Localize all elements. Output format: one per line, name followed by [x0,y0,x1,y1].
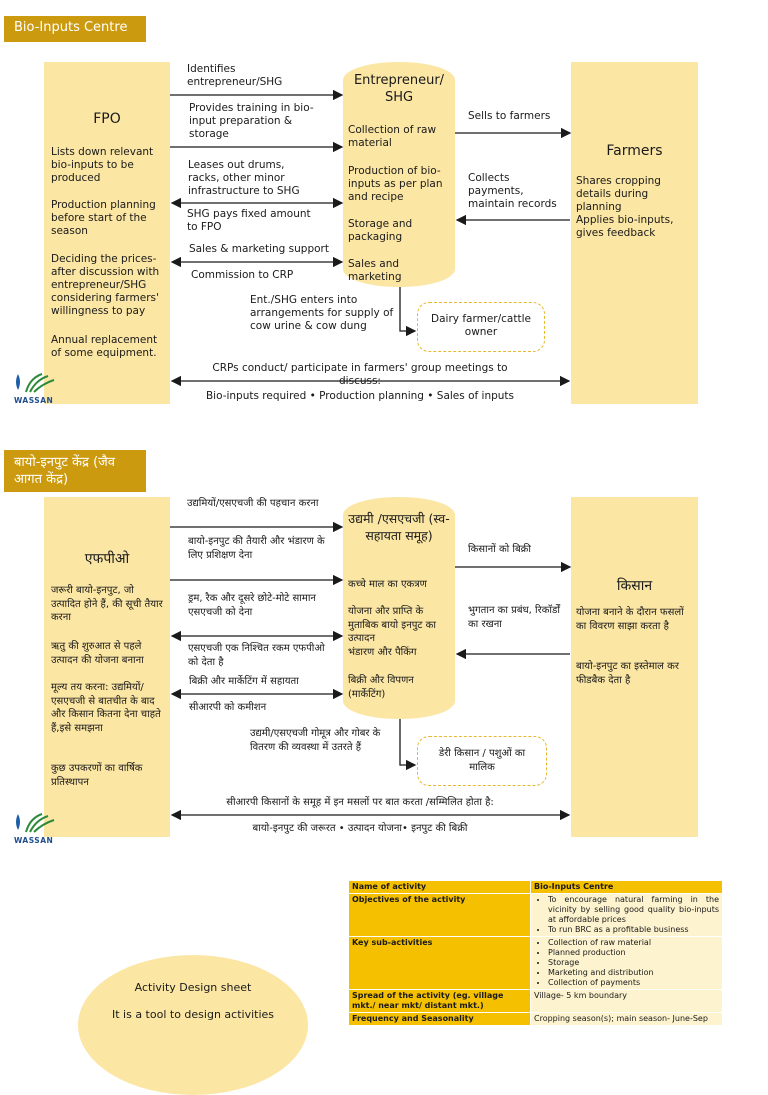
shg-item: Sales and marketing [348,258,402,283]
arrow-label-dairy: Ent./SHG enters into arrangements for supply of cow urine & cow dung [250,294,394,332]
oval-title: Activity Design sheet [134,981,252,994]
section-header-hi: बायो-इनपुट केंद्र (जैव आगत केंद्र) [4,450,146,492]
fpo-item: Lists down relevant bio-inputs to be produced [51,146,154,184]
farmers-title: Farmers [606,143,663,159]
list-item: • Marketing and distribution [548,968,719,978]
fpo-item: Deciding the prices- after discussion with entrepreneur/SHG considering farmers' willingness to pay [51,253,160,317]
crp-line: CRPs conduct/ participate in farmers' group meetings to discuss: [212,362,508,387]
arrow-label-commission: Commission to CRP [191,269,294,281]
fpo-item-hi: मूल्य तय करना: उद्यमियों/एसएचजी से बातचीत के बाद और किसान कितना देना चाहते हैं,इसे समझना [51,682,161,734]
arrow-label-collects-hi: भुगतान का प्रबंध, रिकॉर्डों का रखना [468,605,560,630]
arrow-label-commission-hi: सीआरपी को कमीशन [189,702,267,713]
arrow-label-collects: Collects payments, maintain records [468,172,557,210]
list-item: • Planned production [548,948,719,958]
arrow-label-sells: Sells to farmers [468,110,551,122]
shg-item-hi: योजना और प्राप्ति के मुताबिक बायो इनपुट का उत्पादन [348,606,436,644]
fpo-item: Production planning before start of the season [51,199,156,237]
table-cell: Village- 5 km boundary [531,990,723,1013]
arrow-label-sales-support-hi: बिक्री और मार्केटिंग में सहायता [189,676,299,687]
list-item: • To run BRC as a profitable business [548,925,719,935]
activity-design-oval [78,955,308,1095]
table-cell [531,937,723,990]
logo-text: WASSAN [14,396,54,405]
shg-item: Collection of raw material [348,124,437,149]
crp-topics: Bio-inputs required • Production planning • Sales of inputs [205,390,515,402]
table-cell: Frequency and Seasonality [349,1013,531,1026]
table-cell: Name of activity [349,881,531,894]
farmers-item-hi: योजना बनाने के दौरान फसलों का विवरण साझा करता है [576,607,684,632]
table-cell: Spread of the activity (eg. village mkt./ near mkt/ distant mkt.) [349,990,531,1013]
shg-title: Entrepreneur/ SHG [353,73,445,105]
arrow-label-identifies: Identifies entrepreneur/SHG [187,63,283,88]
shg-title-hi: उद्यमी /एसएचजी (स्व-सहायता समूह) [348,511,450,543]
fpo-item-hi: जरूरी बायो-इनपुट, जो उत्पादित होने हैं, की सूची तैयार करना [51,585,163,623]
crp-topics-hi: बायो-इनपुट की जरूरत • उत्पादन योजना• इनपुट की बिक्री [252,823,468,834]
table-row [349,990,723,1013]
table-cell: Key sub-activities [349,937,531,990]
dairy-farmer-box: Dairy farmer/cattle owner [417,302,545,352]
arrow-label-pays: SHG pays fixed amount to FPO [187,208,311,233]
arrow-label-leases-hi: ड्रम, रैक और दूसरे छोटे-मोटे सामान एसएचजी को देना [188,593,316,618]
farmers-item: Applies bio-inputs, gives feedback [576,214,674,239]
arrow-label-training: Provides training in bio-input preparation & storage [189,102,314,140]
table-row [349,894,723,937]
oval-text: It is a tool to design activities [111,1008,275,1021]
fpo-title: FPO [93,111,121,127]
shg-item: Production of bio-inputs as per plan and recipe [348,165,443,203]
table-row [349,937,723,990]
shg-item-hi: कच्चे माल का एकत्रण [348,579,427,590]
farmers-item-hi: बायो-इनपुट का इस्तेमाल कर फीडबैक देता है [576,661,679,686]
arrow-label-sales-support: Sales & marketing support [189,243,329,255]
shg-item-hi: बिक्री और विपणन (मार्केटिंग) [348,675,414,700]
fpo-item-hi: कुछ उपकरणों का वार्षिक प्रतिस्थापन [51,763,143,788]
farmers-item: Shares cropping details during planning [576,175,661,213]
list-item: • To encourage natural farming in the vicinity by selling good quality bio-inputs at affordable prices [548,895,719,925]
table-cell: Cropping season(s); main season- June-Sep [531,1013,723,1026]
table-cell: Objectives of the activity [349,894,531,937]
fpo-item: Annual replacement of some equipment. [51,334,158,359]
section-header-en: Bio-Inputs Centre [4,16,146,42]
farmers-title-hi: किसान [616,578,653,594]
arrow-label-identifies-hi: उद्यमियों/एसएचजी की पहचान करना [187,498,319,509]
table-cell [531,894,723,937]
table-cell: Bio-Inputs Centre [531,881,723,894]
arrow-label-pays-hi: एसएचजी एक निश्चित रकम एफपीओ को देता है [188,643,325,668]
list-item: • Collection of raw material [548,938,719,948]
arrow-label-training-hi: बायो-इनपुट की तैयारी और भंडारण के लिए प्रशिक्षण देना [188,536,325,561]
activity-table [348,880,723,1026]
fpo-title-hi: एफपीओ [84,551,130,567]
logo-text-hi: WASSAN [14,836,54,845]
shg-item-hi: भंडारण और पैकिंग [348,647,417,658]
list-item: • Storage [548,958,719,968]
list-item: • Collection of payments [548,978,719,988]
arrow-label-sells-hi: किसानों को बिक्री [468,544,531,555]
crp-line-hi: सीआरपी किसानों के समूह में इन मसलों पर बात करता /सम्मिलित होता है: [226,797,494,808]
arrow-label-leases: Leases out drums, racks, other minor infrastructure to SHG [188,159,300,197]
arrow-label-dairy-hi: उद्यमी/एसएचजी गोमूत्र और गोबर के वितरण की व्यवस्था में उतरते हैं [250,728,381,753]
dairy-farmer-box-hi: डेरी किसान / पशुओं का मालिक [417,736,547,786]
table-row [349,881,723,894]
fpo-item-hi: ऋतु की शुरुआत से पहले उत्पादन की योजना बनाना [51,641,144,666]
shg-item: Storage and packaging [348,218,413,243]
